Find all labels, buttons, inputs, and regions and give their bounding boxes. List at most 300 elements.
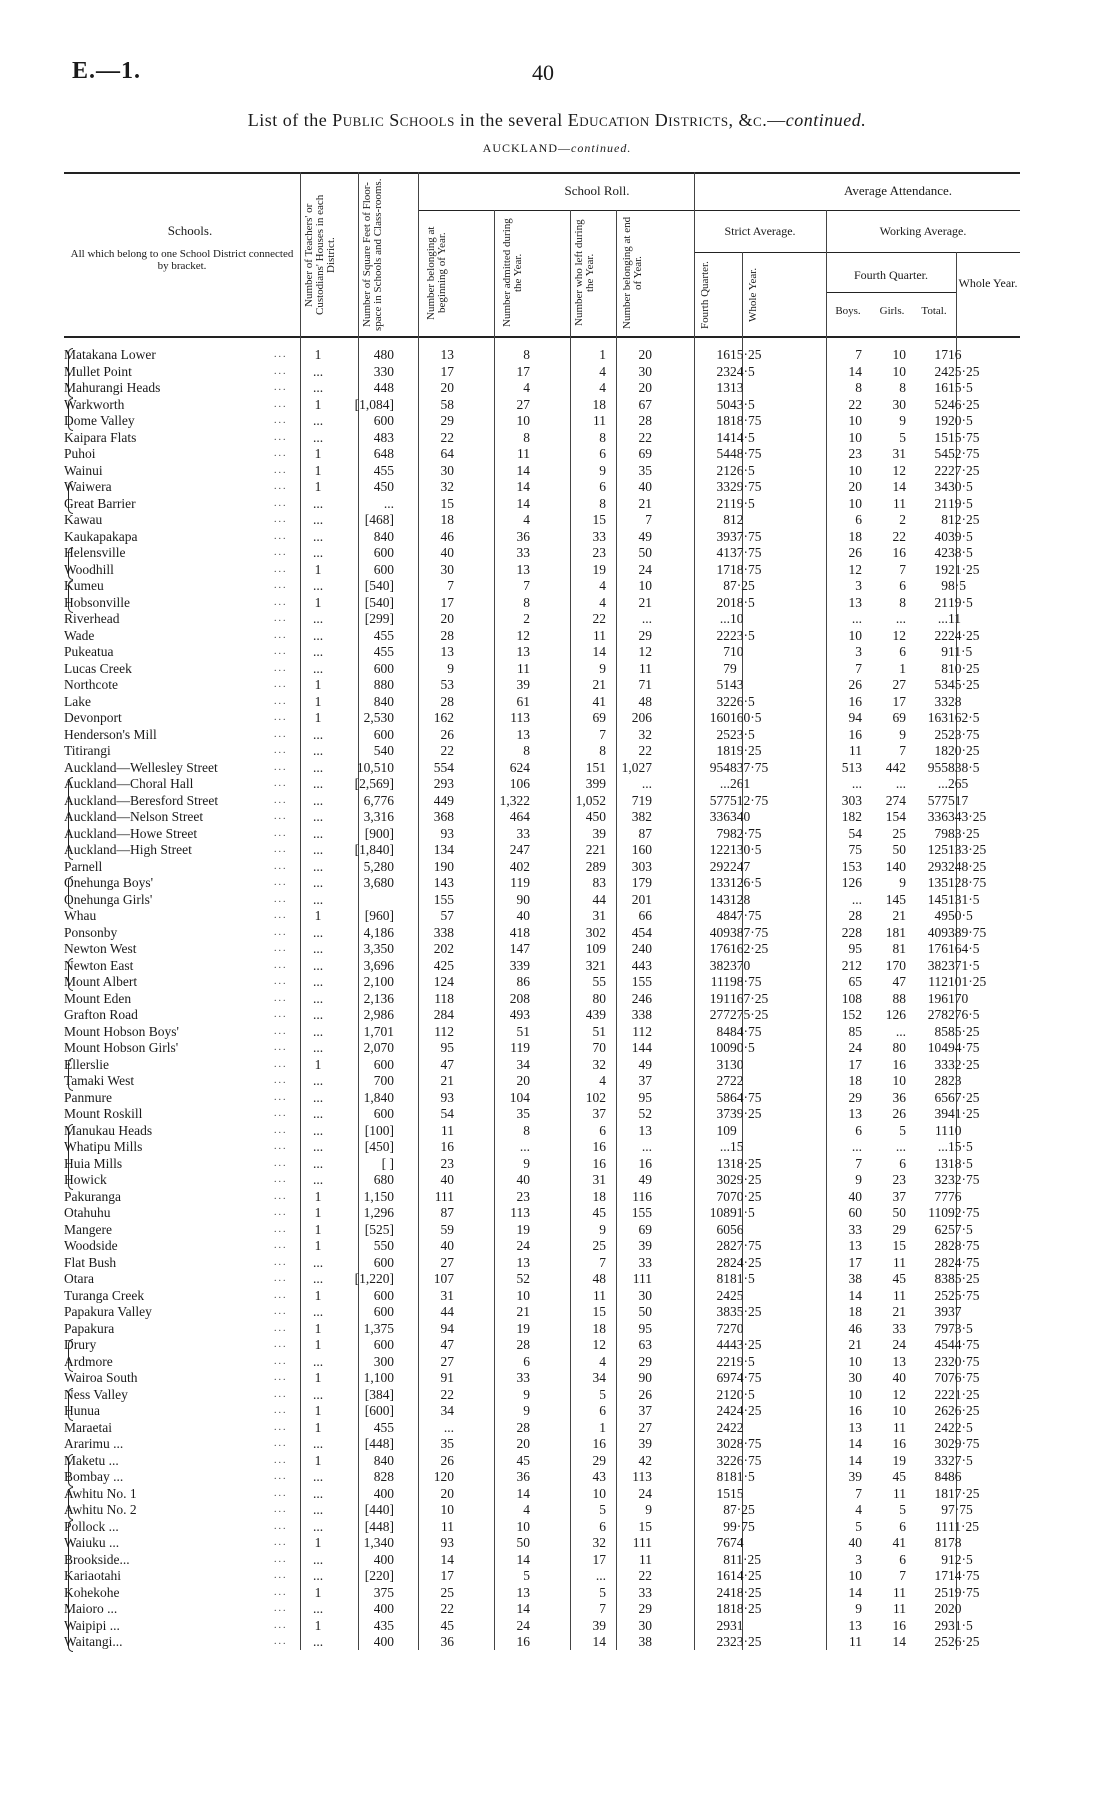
- floor-space: 375: [373, 1584, 394, 1600]
- roll-left: 55: [592, 974, 606, 989]
- total: 84: [934, 1469, 948, 1484]
- whole-year: 24·25: [948, 627, 980, 643]
- roll-end: 179: [631, 875, 652, 890]
- roll-end: 95: [638, 1089, 652, 1105]
- strict-fourth-quarter: 72: [716, 1320, 730, 1336]
- strict-whole-year: 18·25: [730, 1601, 762, 1616]
- roll-left: 10: [592, 1485, 606, 1501]
- roll-end: 26: [638, 1386, 652, 1402]
- school-name: Brookside...: [64, 1551, 130, 1567]
- boys: 33: [848, 1221, 862, 1237]
- roll-beginning-header: Number belonging at beginning of Year.: [425, 226, 448, 320]
- roll-admitted: 27: [516, 396, 530, 412]
- strict-fourth-quarter: 48: [716, 908, 730, 923]
- leader-dots: ...: [274, 1537, 288, 1548]
- leader-dots: ...: [274, 1009, 288, 1020]
- roll-end: 52: [638, 1106, 652, 1121]
- roll-left: 48: [592, 1271, 606, 1286]
- boys: 28: [848, 908, 862, 923]
- roll-admitted: 45: [516, 1452, 530, 1468]
- whole-year: 25·75: [948, 1287, 980, 1303]
- school-roll-header: School Roll.: [564, 183, 630, 198]
- total: 83: [934, 1271, 948, 1286]
- roll-beginning: 7: [447, 578, 454, 593]
- district-bracket: [68, 777, 73, 860]
- girls: 50: [892, 842, 906, 857]
- roll-admitted: ...: [519, 1139, 530, 1154]
- roll-left: 5: [599, 1386, 606, 1402]
- strict-fourth-quarter: 24: [716, 1419, 730, 1435]
- roll-left: 22: [592, 611, 606, 626]
- roll-beginning: 57: [440, 908, 454, 923]
- floor-space: 455: [373, 462, 394, 478]
- floor-space: [540]: [364, 594, 394, 610]
- leader-dots: ...: [274, 976, 288, 987]
- whole-year: 22·5: [948, 1419, 973, 1435]
- teachers-houses: 1: [314, 1056, 322, 1072]
- floor-space: 1,840: [363, 1089, 394, 1105]
- school-name: Kumeu: [64, 578, 104, 593]
- strict-fourth-quarter: 13: [716, 380, 730, 395]
- table-row: [64, 1255, 1056, 1272]
- whole-year: 19·5: [948, 495, 973, 511]
- school-name: Auckland—Wellesley Street: [64, 759, 218, 775]
- girls: 47: [892, 974, 906, 989]
- strict-fourth-quarter: 16: [716, 347, 730, 362]
- total: 15: [934, 429, 948, 445]
- boys: ...: [851, 776, 862, 791]
- roll-end: 246: [631, 990, 652, 1006]
- whole-year: 11·25: [948, 1518, 979, 1534]
- roll-admitted: 14: [516, 1601, 530, 1616]
- school-name: Newton East: [64, 957, 134, 973]
- boys: 30: [848, 1370, 862, 1385]
- roll-admitted: 19: [516, 1320, 530, 1336]
- total: 34: [934, 479, 948, 494]
- girls: 11: [893, 1419, 906, 1435]
- strict-fourth-quarter: 28: [716, 1254, 730, 1270]
- school-name: Devonport: [64, 710, 122, 725]
- boys: 26: [848, 677, 862, 692]
- roll-beginning: 54: [440, 1106, 454, 1121]
- roll-beginning: 17: [440, 594, 454, 610]
- district-continued: continued.: [571, 141, 632, 155]
- strict-whole-year: 39·25: [730, 1106, 762, 1121]
- roll-beginning: 32: [440, 479, 454, 494]
- school-name: Wade: [64, 627, 95, 643]
- strict-fourth-quarter: 160: [709, 710, 730, 725]
- table-row: [64, 842, 1056, 859]
- roll-end: 16: [638, 1155, 652, 1171]
- roll-end: 63: [638, 1337, 652, 1352]
- teachers-houses: 1: [314, 462, 322, 478]
- roll-admitted: 36: [516, 1469, 530, 1484]
- roll-left: 439: [585, 1007, 606, 1022]
- leader-dots: ...: [274, 959, 288, 971]
- table-row: [64, 809, 1056, 826]
- girls: 11: [893, 495, 906, 511]
- teachers-houses: 1: [314, 908, 322, 923]
- strict-fourth-quarter: 28: [716, 1238, 730, 1253]
- roll-beginning: 20: [440, 380, 454, 395]
- boys: 8: [855, 380, 862, 395]
- table-row: [64, 1370, 1056, 1387]
- whole-year: 15·5: [948, 1139, 973, 1154]
- floor-space: 600: [373, 561, 394, 577]
- floor-space: 448: [373, 380, 394, 395]
- table-row: [64, 727, 1056, 744]
- roll-left: 17: [592, 1551, 606, 1567]
- whole-year: 128·75: [948, 875, 987, 890]
- roll-left: 221: [585, 842, 606, 857]
- school-name: Riverhead: [64, 611, 120, 626]
- roll-admitted: 8: [523, 347, 530, 362]
- school-name: Titirangi: [64, 743, 111, 758]
- floor-space: [468]: [364, 512, 394, 527]
- roll-admitted: 113: [510, 1205, 530, 1220]
- roll-admitted: 19: [516, 1221, 530, 1237]
- floor-space: 2,136: [363, 990, 394, 1006]
- roll-admitted: 12: [516, 627, 530, 643]
- strict-average-header: Strict Average.: [724, 224, 796, 238]
- floor-space: 600: [373, 726, 394, 742]
- floor-space: 600: [373, 1337, 394, 1352]
- floor-space: 1,340: [363, 1535, 394, 1550]
- roll-left: 39: [592, 825, 606, 841]
- table-row: [64, 991, 1056, 1008]
- floor-space: 400: [373, 1634, 394, 1649]
- leader-dots: ...: [274, 728, 288, 740]
- whole-year: 26·25: [948, 1634, 980, 1649]
- floor-space: 550: [373, 1238, 394, 1253]
- leader-dots: ...: [274, 745, 288, 756]
- roll-left: 69: [592, 710, 606, 725]
- floor-space: 600: [373, 1304, 394, 1319]
- fourth-quarter-rule: [826, 292, 956, 293]
- school-name: Ness Valley: [64, 1386, 128, 1402]
- whole-year: 86: [948, 1469, 962, 1484]
- roll-end: 66: [638, 908, 652, 923]
- strict-whole-year: 10: [730, 644, 744, 659]
- floor-space: [440]: [364, 1502, 394, 1517]
- table-row: [64, 859, 1056, 876]
- boys: 40: [848, 1188, 862, 1204]
- roll-beginning: 22: [440, 1601, 454, 1616]
- whole-year: 20·75: [948, 1353, 980, 1369]
- whole-year: 14·75: [948, 1568, 980, 1583]
- teachers-houses: ...: [312, 1634, 324, 1649]
- boys: 9: [855, 1601, 862, 1616]
- strict-fourth-quarter: 32: [716, 1452, 730, 1468]
- roll-admitted: 119: [510, 1040, 530, 1055]
- boys: 16: [848, 726, 862, 742]
- table-row: [64, 941, 1056, 958]
- school-name: Grafton Road: [64, 1007, 138, 1022]
- table-row: [64, 1519, 1056, 1536]
- roll-end: 10: [638, 578, 652, 593]
- strict-fourth-quarter: 577: [709, 792, 730, 808]
- roll-left: 16: [592, 1155, 606, 1171]
- strict-whole-year: 15·25: [730, 347, 762, 362]
- school-name: Waipipi ...: [64, 1617, 120, 1633]
- boys: 182: [841, 809, 862, 824]
- leader-dots: ...: [274, 1075, 288, 1086]
- boys: 38: [848, 1271, 862, 1286]
- whole-year: 73·5: [948, 1320, 973, 1336]
- total: 955: [927, 759, 948, 775]
- strict-whole-year: 7·25: [730, 1502, 755, 1517]
- strict-whole-year: 261: [730, 776, 751, 791]
- boys: 14: [848, 1436, 862, 1451]
- leader-dots: ...: [274, 1025, 288, 1037]
- boys: 12: [848, 561, 862, 577]
- floor-space: ...: [383, 495, 394, 511]
- total: 8: [941, 660, 948, 676]
- boys: 46: [848, 1320, 862, 1336]
- roll-admitted: 9: [523, 1403, 530, 1418]
- roll-left: 9: [599, 462, 606, 478]
- roll-beginning: 40: [440, 545, 454, 560]
- strict-whole-year: 167·25: [730, 990, 769, 1006]
- roll-left: 11: [593, 1287, 606, 1303]
- table-row: [64, 1469, 1056, 1486]
- strict-fourth-quarter: 8: [723, 1551, 730, 1567]
- table-row: [64, 1634, 1056, 1651]
- roll-beginning: 40: [440, 1238, 454, 1253]
- teachers-houses: ...: [312, 776, 324, 791]
- leader-dots: ...: [274, 398, 288, 410]
- roll-left: 33: [592, 528, 606, 544]
- roll-end: 113: [632, 1469, 652, 1484]
- boys: 13: [848, 1617, 862, 1633]
- girls: 29: [892, 1221, 906, 1237]
- table-row: [64, 1040, 1056, 1057]
- table-row: [64, 1205, 1056, 1222]
- floor-space: 880: [373, 677, 394, 692]
- roll-admitted: 247: [509, 842, 530, 857]
- roll-admitted: 14: [516, 495, 530, 511]
- roll-beginning: 29: [440, 413, 454, 428]
- strict-whole-year: 56: [730, 1221, 744, 1237]
- district-bracket: [68, 1520, 73, 1652]
- roll-end: 30: [638, 1287, 652, 1303]
- strict-fourth-quarter: 13: [716, 1155, 730, 1171]
- roll-admitted: 33: [516, 1370, 530, 1385]
- whole-year: 21·25: [948, 561, 980, 577]
- roll-admitted: 106: [509, 776, 530, 791]
- strict-whole-year: 18·25: [730, 1155, 762, 1171]
- boys: 16: [848, 1403, 862, 1418]
- table-row: [64, 743, 1056, 760]
- roll-end: 13: [638, 1122, 652, 1138]
- whole-year: 265: [948, 776, 969, 791]
- table-row: [64, 1007, 1056, 1024]
- strict-whole-year: 9: [730, 1122, 737, 1138]
- strict-fourth-quarter: 8: [723, 512, 730, 527]
- roll-admitted: 208: [509, 990, 530, 1006]
- roll-end: 49: [638, 528, 652, 544]
- roll-beginning: 25: [440, 1584, 454, 1600]
- roll-left: 16: [592, 1436, 606, 1451]
- roll-left: 23: [592, 545, 606, 560]
- floor-space: [448]: [364, 1436, 394, 1451]
- roll-end: 240: [631, 941, 652, 956]
- strict-whole-year: 128: [730, 891, 751, 907]
- roll-left: 25: [592, 1238, 606, 1253]
- roll-end: 38: [638, 1634, 652, 1649]
- teachers-houses: 1: [314, 1205, 322, 1220]
- district-bracket: [68, 876, 73, 909]
- table-row: [64, 1106, 1056, 1123]
- total: ...: [937, 1139, 948, 1154]
- roll-admitted: 39: [516, 677, 530, 692]
- girls: 5: [899, 1502, 906, 1517]
- teachers-houses: 1: [314, 1221, 322, 1237]
- whole-year: 30·5: [948, 479, 973, 494]
- table-row: [64, 892, 1056, 909]
- teachers-houses: ...: [312, 611, 324, 626]
- roll-admitted: 5: [523, 1568, 530, 1583]
- strict-fourth-quarter: 14: [716, 429, 730, 445]
- floor-space: 435: [373, 1617, 394, 1633]
- school-name: Onehunga Boys': [64, 875, 154, 890]
- table-row: [64, 776, 1056, 793]
- leader-dots: ...: [274, 1141, 288, 1152]
- total: 79: [934, 825, 948, 841]
- roll-end: 22: [638, 1568, 652, 1583]
- girls-header: Girls.: [879, 305, 905, 317]
- roll-beginning: 47: [440, 1337, 454, 1352]
- roll-beginning: 93: [440, 1089, 454, 1105]
- boys: 95: [848, 941, 862, 956]
- leader-dots: ...: [274, 1157, 288, 1169]
- school-name: Mount Eden: [64, 990, 132, 1006]
- strict-fourth-quarter: 31: [716, 1056, 730, 1072]
- leader-dots: ...: [274, 1438, 288, 1449]
- school-name: Onehunga Girls': [64, 891, 153, 907]
- total: 30: [934, 1436, 948, 1451]
- total: ...: [937, 776, 948, 791]
- roll-beginning: 40: [440, 1172, 454, 1187]
- girls: 11: [893, 1485, 906, 1501]
- strict-whole-year: 29·25: [730, 1172, 762, 1187]
- roll-left: 8: [599, 495, 606, 511]
- total: 65: [934, 1089, 948, 1105]
- roll-left: 7: [599, 1601, 606, 1616]
- boys: 153: [841, 858, 862, 874]
- boys: 11: [849, 1634, 862, 1649]
- school-name: Wainui: [64, 462, 103, 478]
- total: 18: [934, 743, 948, 758]
- floor-space: 600: [373, 1287, 394, 1303]
- school-name: Whau: [64, 908, 97, 923]
- roll-end: 338: [631, 1007, 652, 1022]
- leader-dots: ...: [274, 1471, 288, 1482]
- district-bracket: [68, 547, 73, 580]
- table-row: [64, 694, 1056, 711]
- roll-end: 12: [638, 644, 652, 659]
- floor-space: 600: [373, 1106, 394, 1121]
- roll-left: 6: [599, 1403, 606, 1418]
- total: 25: [934, 726, 948, 742]
- school-name: Mount Roskill: [64, 1106, 143, 1121]
- header-bottom-rule: [64, 336, 1020, 338]
- boys: 4: [855, 1502, 862, 1517]
- leader-dots: ...: [274, 1372, 288, 1383]
- leader-dots: ...: [274, 629, 288, 641]
- boys: 40: [848, 1535, 862, 1550]
- roll-left: 151: [585, 759, 606, 775]
- table-row: [64, 1090, 1056, 1107]
- teachers-houses: ...: [312, 1568, 324, 1583]
- roll-end: 20: [638, 380, 652, 395]
- roll-left: 7: [599, 726, 606, 742]
- school-name: Huia Mills: [64, 1155, 123, 1171]
- roll-beginning: 20: [440, 611, 454, 626]
- total: 33: [934, 693, 948, 709]
- roll-admitted: 418: [509, 924, 530, 940]
- strict-fourth-quarter: 21: [716, 1386, 730, 1402]
- boys: 29: [848, 1089, 862, 1105]
- strict-whole-year: 26·5: [730, 693, 755, 709]
- roll-admitted: 86: [516, 974, 530, 989]
- school-name: Otara: [64, 1271, 94, 1286]
- school-name: Woodside: [64, 1238, 118, 1253]
- teachers-houses: 1: [314, 1188, 322, 1204]
- roll-left: 4: [599, 380, 606, 395]
- total: 278: [927, 1007, 948, 1022]
- table-row: [64, 611, 1056, 628]
- total: 25: [934, 1634, 948, 1649]
- roll-end: 71: [638, 677, 652, 692]
- roll-beginning: 93: [440, 825, 454, 841]
- strict-fourth-quarter: 17: [716, 561, 730, 577]
- school-name: Maraetai: [64, 1419, 112, 1435]
- floor-space: [220]: [364, 1568, 394, 1583]
- whole-year: 67·25: [948, 1089, 980, 1105]
- roll-admitted: 9: [523, 1155, 530, 1171]
- total: 9: [941, 1502, 948, 1517]
- total: 9: [941, 1551, 948, 1567]
- table-row: [64, 908, 1056, 925]
- roll-beginning: 284: [433, 1007, 454, 1022]
- roll-left: 5: [599, 1502, 606, 1517]
- whole-year: 94·75: [948, 1040, 980, 1055]
- total: 163: [927, 710, 948, 725]
- school-name: Mount Hobson Girls': [64, 1040, 179, 1055]
- leader-dots: ...: [274, 448, 288, 459]
- girls: 16: [892, 1056, 906, 1072]
- strict-whole-year: 340: [730, 809, 751, 824]
- teachers-houses: 1: [314, 446, 322, 461]
- strict-fourth-quarter: 133: [709, 875, 730, 890]
- leader-dots: ...: [274, 481, 288, 492]
- boys: 10: [848, 1386, 862, 1402]
- leader-dots: ...: [274, 1058, 288, 1070]
- strict-fourth-quarter: 7: [723, 644, 730, 659]
- whole-year: 16: [948, 347, 962, 362]
- girls: 6: [899, 1551, 906, 1567]
- roll-left: 1: [599, 1419, 606, 1435]
- table-row: [64, 628, 1056, 645]
- table-row: [64, 1189, 1056, 1206]
- floor-space: 6,776: [363, 792, 394, 808]
- teachers-houses: ...: [312, 974, 324, 989]
- roll-left: 31: [592, 908, 606, 923]
- whole-year: 343·25: [948, 809, 987, 824]
- leader-dots: ...: [274, 1570, 288, 1581]
- strict-whole-year: 25: [730, 1287, 744, 1303]
